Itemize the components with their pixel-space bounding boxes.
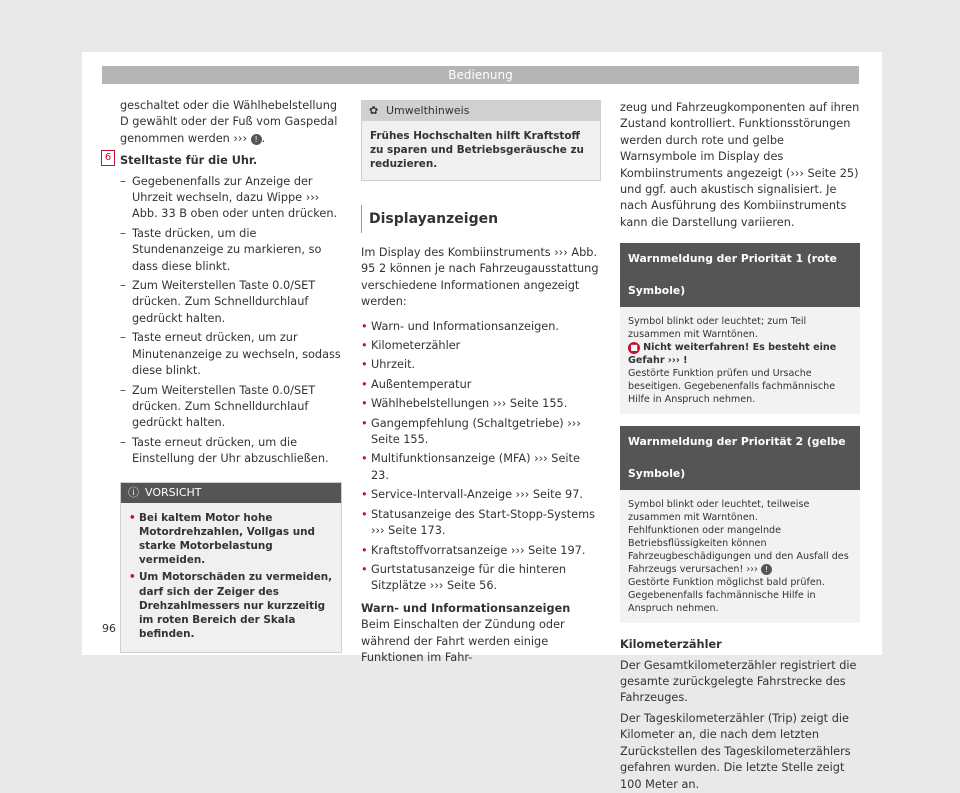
environment-box — [361, 100, 601, 181]
stop-icon: ■ — [628, 342, 640, 354]
step-item: – Taste erneut drücken, um die Einstellung der Uhr abzuschließen. — [120, 435, 342, 468]
priority1-header: Warnmeldung der Priorität 1 (rote Symbole) — [620, 243, 860, 307]
list-item: • Kraftstoffvorratsanzeige ››› Seite 197. — [361, 543, 601, 559]
caution-item: • Um Motorschäden zu vermeiden, darf sich der Zeiger des Drehzahlmessers nur kurzzeitig im roten Bereich der Skala befinden. — [129, 570, 333, 641]
right-column — [620, 100, 860, 793]
step-item: – Gegebenenfalls zur Anzeige der Uhrzeit wechseln, dazu Wippe ››› Abb. 33 B oben oder unten drücken. — [120, 174, 342, 223]
step-item: – Taste erneut drücken, um zur Minutenanzeige zu wechseln, sodass diese blinkt. — [120, 330, 342, 379]
list-item: • Warn- und Informationsanzeigen. — [361, 319, 601, 335]
km-text-2: Der Tageskilometerzähler (Trip) zeigt die Kilometer an, die nach dem letzten Zurückstellen des Tageskilometerzählers gefahren wurden. Die letzte Stelle zeigt 100 Meter an. — [620, 711, 851, 791]
caution-header: ⓘ VORSICHT — [121, 483, 341, 503]
priority1-box — [620, 243, 860, 414]
step-marker: 6 — [101, 150, 115, 166]
display-list — [361, 319, 601, 595]
priority2-box — [620, 426, 860, 623]
list-item: • Uhrzeit. — [361, 357, 601, 373]
page-number: 96 — [102, 622, 116, 635]
step-title: Stelltaste für die Uhr. — [120, 154, 258, 168]
intro-text: geschaltet oder die Wählhebelstellung D gewählt oder der Fuß vom Gaspedal genommen werden ››› ! . — [120, 99, 338, 145]
list-item: • Multifunktionsanzeige (MFA) ››› Seite 23. — [361, 451, 601, 484]
continued-text: zeug und Fahrzeugkomponenten auf ihren Zustand kontrolliert. Funktionsstörungen werden durch rote und gelbe Warnsymbole im Display des Kombiinstruments angezeigt (››› Seite 25) und ggf. auch akustisch signalisiert. Je nach Ausführung des Kombiinstruments kann die Darstellung variieren. — [620, 101, 860, 229]
km-title: Kilometerzähler — [620, 638, 722, 652]
warn-text: Beim Einschalten der Zündung oder während der Fahrt werden einige Funktionen im Fahr- — [361, 618, 565, 664]
list-item: • Wählhebelstellungen ››› Seite 155. — [361, 396, 601, 412]
priority1-body: Symbol blinkt oder leuchtet; zum Teil zusammen mit Warntönen. ■ Nicht weiterfahren! Es besteht eine Gefahr ››› ! Gestörte Funktion prüfen und Ursache beseitigen. Gegebenenfalls fachmännische Hilfe in Anspruch nehmen. — [620, 307, 860, 414]
priority2-body: Symbol blinkt oder leuchtet, teilweise zusammen mit Warntönen. Fehlfunktionen oder mangelnde Betriebsflüssigkeiten können Fahrzeugbeschädigungen und den Ausfall des Fahrzeugs verursachen! ››› ! Gestörte Funktion möglichst bald prüfen. Gegebenenfalls fachmännische Hilfe in Anspruch nehmen. — [620, 490, 860, 623]
section-title: Displayanzeigen — [361, 211, 601, 227]
warning-circle-icon: ! — [761, 564, 772, 575]
list-item: • Kilometerzähler — [361, 338, 601, 354]
list-item: • Außentemperatur — [361, 377, 601, 393]
caution-item: • Bei kaltem Motor hohe Motordrehzahlen, Vollgas und starke Motorbelastung vermeiden. — [129, 511, 333, 568]
flower-icon: ✿ — [369, 104, 379, 117]
step-item: – Zum Weiterstellen Taste 0.0/SET drücken. Zum Schnelldurchlauf gedrückt halten. — [120, 278, 342, 327]
warn-title: Warn- und Informationsanzeigen — [361, 601, 571, 615]
page-header: Bedienung — [102, 66, 859, 84]
step-item: – Zum Weiterstellen Taste 0.0/SET drücken. Zum Schnelldurchlauf gedrückt halten. — [120, 383, 342, 432]
warning-circle-icon: ! — [251, 134, 262, 145]
steps-list — [120, 174, 342, 468]
list-item: • Service-Intervall-Anzeige ››› Seite 97. — [361, 487, 601, 503]
list-item: • Gurtstatusanzeige für die hinteren Sitzplätze ››› Seite 56. — [361, 562, 601, 595]
priority2-header: Warnmeldung der Priorität 2 (gelbe Symbole) — [620, 426, 860, 490]
list-item: • Statusanzeige des Start-Stopp-Systems ››› Seite 173. — [361, 507, 601, 540]
middle-column — [361, 100, 601, 666]
list-item: • Gangempfehlung (Schaltgetriebe) ››› Seite 155. — [361, 416, 601, 449]
step-item: – Taste drücken, um die Stundenanzeige zu markieren, so dass diese blinkt. — [120, 226, 342, 275]
caution-icon: ⓘ — [128, 485, 139, 499]
caution-body — [121, 503, 341, 653]
display-intro: Im Display des Kombiinstruments ››› Abb. 95 2 können je nach Fahrzeugausstattung verschiedene Informationen angezeigt werden: — [361, 246, 599, 309]
environment-header: ✿ Umwelthinweis — [362, 101, 600, 121]
left-column — [120, 98, 342, 653]
caution-box — [120, 482, 342, 654]
environment-body: Frühes Hochschalten hilft Kraftstoff zu sparen und Betriebsgeräusche zu reduzieren. — [362, 121, 600, 180]
km-text-1: Der Gesamtkilometerzähler registriert die gesamte zurückgelegte Fahrstrecke des Fahrzeuges. — [620, 658, 857, 705]
